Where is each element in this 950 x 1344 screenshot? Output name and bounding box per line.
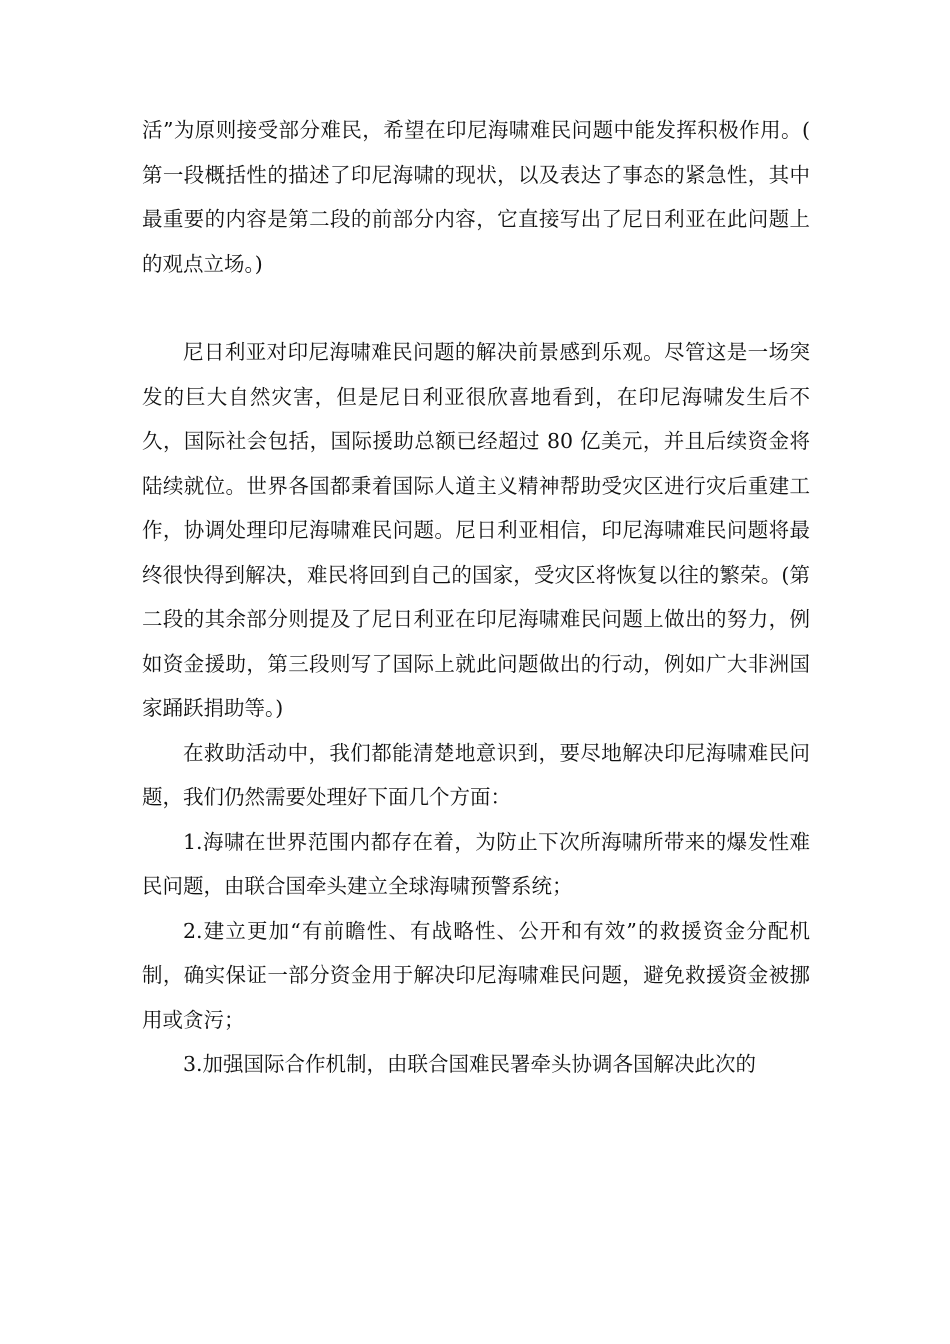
paragraph-rescue-intro: 在救助活动中，我们都能清楚地意识到，要尽地解决印尼海啸难民问题，我们仍然需要处理好下面几个方面： [142,740,810,809]
list-item-2: 2.建立更加“有前瞻性、有战略性、公开和有效”的救援资金分配机制，确实保证一部分资金用于解决印尼海啸难民问题，避免救援资金被挪用或贪污； [142,918,810,1032]
document-page [142,108,810,1087]
list-item-3: 3.加强国际合作机制，由联合国难民署牵头协调各国解决此次的 [183,1052,757,1076]
paragraph-continuation: 活”为原则接受部分难民，希望在印尼海啸难民问题中能发挥积极作用。( 第一段概括性的描述了印尼海啸的现状，以及表达了事态的紧急性，其中最重要的内容是第二段的前部分内容，它直接写出了尼日利亚在此问题上的观点立场。) [142,118,810,276]
paragraph-gap [142,286,810,330]
paragraph-nigeria-outlook: 尼日利亚对印尼海啸难民问题的解决前景感到乐观。尽管这是一场突发的巨大自然灾害，但是尼日利亚很欣喜地看到，在印尼海啸发生后不久，国际社会包括，国际援助总额已经超过 80 亿美元，并且后续资金将陆续就位。世界各国都秉着国际人道主义精神帮助受灾区进行灾后重建工作，协调处理印尼海啸难民问题。尼日利亚相信，印尼海啸难民问题将最终很快得到解决，难民将回到自己的国家，受灾区将恢复以往的繁荣。(第二段的其余部分则提及了尼日利亚在印尼海啸难民问题上做出的努力，例如资金援助，第三段则写了国际上就此问题做出的行动，例如广大非洲国家踊跃捐助等。) [142,340,810,720]
list-item-1: 1.海啸在世界范围内都存在着，为防止下次所海啸所带来的爆发性难民问题，由联合国牵头建立全球海啸预警系统； [142,829,810,898]
